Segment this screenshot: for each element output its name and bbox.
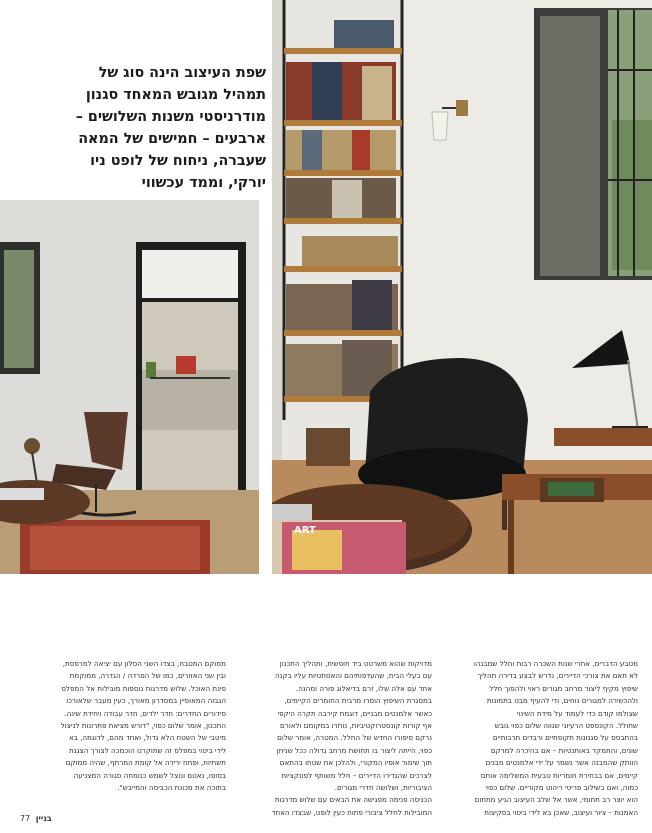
body-line: שחולל. הקונספט הרעיוני שנווה שלום כפוי גובש <box>494 721 638 731</box>
body-line: הגבוה המאופיין במסדרון מאורך, כעין מעבר שלאורכו <box>66 696 226 706</box>
body-line: פינת האוכל. שלוש מדרגות נוספות מובילות אל המפלס <box>61 683 226 693</box>
body-line: תוך שימור אופיו המקורי, ולהלכן את שטחו בהתאם <box>279 758 432 768</box>
pull-quote-line: תמהיל מגובש המאחד סגנון <box>85 87 266 103</box>
body-line: הוותק שהמבנה אשר נשמר על ידי אלמנטים מבנים <box>485 758 638 768</box>
body-line: התכנון, אומר שלום כפוי, "דורש מציאת פתרונות לניצול <box>60 721 226 731</box>
body-line: מדויקות שהוא משרטט ביד חופשית, ותהליך התכנון <box>279 659 432 668</box>
body-line: ממוקם המטבח, בצדו השני הסלון עם יציאה למרפסת, <box>62 659 226 668</box>
living-room-photo <box>272 0 652 574</box>
body-line: קיימים, אם בבחירת חומריות טבעית המשלימה אותם <box>480 770 638 780</box>
doorway-photo <box>0 200 259 574</box>
pull-quote <box>40 62 266 194</box>
body-line: מטבע הדברים, אחרי שנות השכרה רבות וחלל שמבנהו <box>473 659 638 668</box>
body-line: הציבוריות, ושלושה חדרי מגורים. <box>334 783 432 793</box>
body-line: כמוה, ואם בשילוב פריטי ריהוט מקוריים. שלום כפוי <box>485 783 638 793</box>
body-column-left <box>34 658 226 794</box>
body-line: לצרכים שהגדירו הדיירים – חלל משותף לפונקציות <box>281 770 432 780</box>
pull-quote-line: שעברה, ניחוח של לופט ניו <box>90 153 266 169</box>
body-line: כפוי, הייתה ליצור בו תחושת מרחב גדולה ככל שניתן <box>276 745 432 755</box>
living-room-illustration <box>272 0 652 574</box>
pull-quote-line: יורקי, וממד עכשווי <box>141 175 266 191</box>
body-line: ובין שני האזורים, כמו של הפרדה / הגדרה, ממוקמת <box>69 671 226 681</box>
magazine-brand: בניין <box>35 814 52 823</box>
body-line: המובילות לחלל ציבורי פתוח כעין לופט, שבצדו האחד <box>271 807 432 817</box>
doorway-illustration <box>0 200 259 574</box>
body-line: תשתיות, ופתח ירידה אל קומת המרתף, שהיה ממוקם <box>65 758 226 768</box>
body-line: לידי ביטוי במפלס זה שתוקרנו הוכמכה לצורך הצגנת <box>69 745 226 755</box>
body-line: בתוכה את מכונת הכביסה והמייבש". <box>117 783 226 793</box>
body-line: שצולמו קודם כדי לעמוד על מידת השינוי <box>516 708 638 718</box>
body-column-right <box>446 658 638 819</box>
body-line: מיטבי של השטח הלא גדול, ואחד מהם, לדוגמה, בא <box>68 733 226 743</box>
body-line: הכניסה פנימה מפגישה את הבאים עם שלוש מדרגות <box>274 795 432 805</box>
page-number: 77 <box>20 814 31 823</box>
body-line: אף קורות קונסטרוקטיביות, נותרו במקומם ולאורם <box>280 721 432 731</box>
body-line: בהתבסס על סגנונות תקופתיים ורבדים תרבותיים <box>492 733 638 743</box>
body-line: כאשר אלמנטים מבניים, דוגמת קירבה תקרה היקפי <box>277 708 432 718</box>
body-line: שונים, והתמקד באותנטיות – אם בהיכרה למרקם <box>490 745 638 755</box>
body-line: סידורים החדרים: חדר ילדים, חדר עבודה ויחידת שינה. <box>64 708 226 718</box>
body-line: ולהכשירה למגורים נוחים, ודי להעיף מבט בתמונות <box>486 696 638 706</box>
body-line: עם בעלי הבית, שהעדפותיהם והאסתטיות עליו בקנה <box>275 671 432 681</box>
body-line: אחד עם אלה שלו, זרם בדיאלוג פורה ומהנה. <box>295 683 432 693</box>
body-line: הוא יוצר רב תחומי, אשר אל שלב העיצוב הגיע מתחום <box>474 795 638 805</box>
pull-quote-line: שפת העיצוב הינה סוג של <box>98 65 266 81</box>
body-line: במסגרת השיפוץ הוסרו מרבית החומרים הקיימים, <box>284 696 432 706</box>
body-line: האמנות – ציור ועיצוב, שאכן בא לידי ביטוי בסקיצות <box>484 807 638 817</box>
body-line: לא תאם את צורכי הדיירים, נדרש לבצע בדירה תהליך <box>477 671 638 681</box>
body-line: נרקם סיפורו החדש של החלל. המטרה, אומר שלום <box>277 733 432 743</box>
page-footer <box>20 814 52 823</box>
pull-quote-line: ארבעים – חמישים של המאה <box>78 131 266 147</box>
body-line: בסופו, נאטם ונוצל לשמש כנומחה סגורה המצניעה <box>73 770 226 780</box>
body-line: שיפוץ מקיף ליצור מרחב מגורים ראוי ולהפוך חלל <box>489 683 638 693</box>
pull-quote-line: מודרניסטי משנות השלושים – <box>75 109 266 125</box>
magazine-cover-text: ART <box>294 525 316 536</box>
body-column-middle <box>240 658 432 819</box>
